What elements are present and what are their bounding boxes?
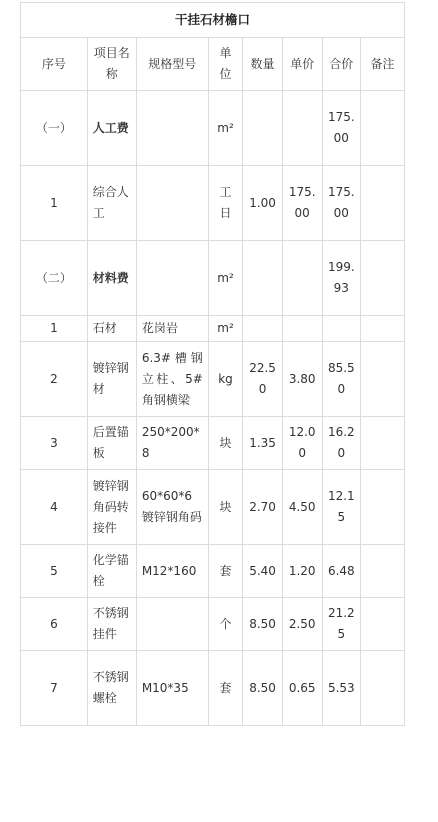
cell-total-text: 175.00 (327, 110, 355, 145)
cell-spec-text: 250*200*8 (141, 425, 200, 460)
cell-name (87, 417, 136, 470)
cell-total (322, 342, 361, 417)
cell-qty-text: 1.00 (249, 195, 276, 210)
cell-price-text: 2.50 (288, 616, 316, 631)
table-row (21, 241, 405, 316)
table-row (21, 166, 405, 241)
cell-note (361, 470, 405, 545)
cell-price (282, 470, 322, 545)
cell-price (282, 598, 322, 651)
cell-no-text: 6 (50, 616, 58, 631)
cost-table (20, 37, 405, 726)
table-row (21, 91, 405, 166)
cell-qty (243, 598, 283, 651)
cell-name-text: 材料费 (92, 270, 129, 285)
col-unit-header (208, 38, 242, 91)
cell-unit (208, 651, 242, 726)
cell-unit-text: m² (217, 321, 234, 335)
cell-total-text: 16.20 (327, 425, 355, 460)
cell-price (282, 91, 322, 166)
cell-name (87, 241, 136, 316)
cell-spec-text: M12*160 (141, 563, 197, 578)
cell-spec-text: 花岗岩 (141, 321, 178, 335)
col-note-header-text: 备注 (370, 56, 395, 71)
cell-name-text: 人工费 (92, 120, 129, 135)
cell-qty (243, 316, 283, 342)
cell-name (87, 166, 136, 241)
cell-price (282, 651, 322, 726)
table-row (21, 417, 405, 470)
cell-no (21, 342, 88, 417)
cell-qty-text: 2.70 (249, 499, 276, 514)
cell-qty (243, 342, 283, 417)
quote-sheet (20, 2, 405, 726)
cell-unit (208, 91, 242, 166)
col-no-header (21, 38, 88, 91)
cell-note (361, 598, 405, 651)
cell-unit-text: 块 (219, 499, 232, 514)
cell-name (87, 316, 136, 342)
cell-no (21, 545, 88, 598)
cell-unit-text: 工日 (219, 185, 232, 220)
cell-spec (136, 651, 208, 726)
cell-qty (243, 166, 283, 241)
col-price-header-text: 单价 (290, 56, 315, 71)
cell-unit-text: kg (218, 371, 233, 386)
cell-name-text: 镀锌钢材 (92, 361, 129, 396)
cell-total (322, 417, 361, 470)
cell-note (361, 545, 405, 598)
cell-name (87, 470, 136, 545)
cell-spec (136, 598, 208, 651)
cell-no (21, 91, 88, 166)
cell-total (322, 651, 361, 726)
cell-note (361, 316, 405, 342)
cell-qty-text: 8.50 (249, 616, 276, 631)
cell-unit-text: 个 (219, 616, 232, 631)
col-price-header (282, 38, 322, 91)
col-total-header-text: 合价 (329, 56, 354, 71)
cell-note (361, 342, 405, 417)
cell-name-text: 综合人工 (92, 185, 129, 220)
cell-total (322, 470, 361, 545)
cell-spec (136, 417, 208, 470)
cell-name-text: 不锈钢螺栓 (92, 670, 129, 705)
cell-no-text: 2 (50, 371, 58, 386)
cell-qty (243, 417, 283, 470)
cell-no-text: 5 (50, 563, 58, 578)
cell-total (322, 316, 361, 342)
cell-price-text: 4.50 (288, 499, 316, 514)
cell-total (322, 241, 361, 316)
cell-no-text: 4 (50, 499, 58, 514)
cell-spec-text: 60*60*6镀锌钢角码 (141, 489, 202, 524)
cell-total (322, 166, 361, 241)
cell-total-text: 85.50 (327, 361, 355, 396)
col-total-header (322, 38, 361, 91)
cell-spec (136, 91, 208, 166)
cell-note (361, 651, 405, 726)
table-row (21, 651, 405, 726)
cell-qty (243, 651, 283, 726)
cell-spec (136, 545, 208, 598)
cell-spec (136, 342, 208, 417)
cell-price-text: 1.20 (288, 563, 316, 578)
cell-price (282, 342, 322, 417)
cell-spec-text: M10*35 (141, 680, 189, 695)
cell-name (87, 545, 136, 598)
col-spec-header-text: 规格型号 (148, 56, 197, 71)
cell-no-text: 1 (50, 195, 58, 210)
cell-name (87, 91, 136, 166)
cell-unit-text: m² (217, 270, 234, 285)
cell-no (21, 651, 88, 726)
cell-no (21, 316, 88, 342)
cell-qty-text: 22.50 (249, 361, 276, 396)
cell-note (361, 166, 405, 241)
cell-unit (208, 417, 242, 470)
cell-qty (243, 241, 283, 316)
cell-qty-text: 5.40 (249, 563, 276, 578)
cell-unit (208, 545, 242, 598)
cell-unit (208, 598, 242, 651)
table-title: 干挂石材檐口 (20, 2, 405, 37)
cell-total-text: 6.48 (327, 563, 355, 578)
cell-price-text: 175.00 (288, 185, 316, 220)
table-row (21, 316, 405, 342)
cell-name-text: 石材 (92, 321, 117, 335)
cell-price (282, 417, 322, 470)
col-name-header-text: 项目名称 (93, 46, 130, 81)
cell-total-text: 12.15 (327, 489, 355, 524)
cell-name (87, 342, 136, 417)
cell-total (322, 545, 361, 598)
header-row (21, 38, 405, 91)
cell-price-text: 12.00 (288, 425, 316, 460)
cell-note (361, 91, 405, 166)
cell-qty (243, 91, 283, 166)
cell-unit-text: 块 (219, 435, 232, 450)
table-row (21, 470, 405, 545)
cell-note (361, 417, 405, 470)
cell-no (21, 417, 88, 470)
cell-spec (136, 241, 208, 316)
cell-spec (136, 470, 208, 545)
col-unit-header-text: 单位 (219, 46, 232, 81)
col-name-header (87, 38, 136, 91)
cell-price (282, 545, 322, 598)
table-row (21, 598, 405, 651)
cell-name-text: 镀锌钢角码转接件 (92, 478, 129, 535)
table-row (21, 545, 405, 598)
cell-no (21, 598, 88, 651)
cell-total (322, 91, 361, 166)
cell-name-text: 化学锚栓 (92, 553, 129, 588)
cell-unit-text: 套 (219, 680, 232, 695)
cell-price (282, 166, 322, 241)
cell-qty (243, 470, 283, 545)
cell-total-text: 199.93 (327, 260, 355, 295)
cell-price (282, 241, 322, 316)
col-note-header (361, 38, 405, 91)
cell-spec (136, 166, 208, 241)
table-row (21, 342, 405, 417)
col-qty-header (243, 38, 283, 91)
cell-no-text: 7 (50, 680, 58, 695)
col-no-header-text: 序号 (41, 56, 66, 71)
cell-name-text: 后置锚板 (92, 425, 129, 460)
cell-qty-text: 1.35 (249, 435, 276, 450)
cell-spec-text: 6.3#槽钢立柱、5#角钢横梁 (141, 350, 203, 407)
col-qty-header-text: 数量 (250, 56, 275, 71)
cell-no-text: 3 (50, 435, 58, 450)
cell-unit (208, 342, 242, 417)
cell-total-text: 21.25 (327, 606, 355, 641)
cell-unit (208, 166, 242, 241)
cell-unit-text: m² (217, 120, 234, 135)
cell-no-text: 1 (50, 321, 58, 335)
cell-unit (208, 316, 242, 342)
cell-qty (243, 545, 283, 598)
cell-no (21, 166, 88, 241)
cell-no (21, 241, 88, 316)
cell-spec (136, 316, 208, 342)
cell-note (361, 241, 405, 316)
cell-unit (208, 470, 242, 545)
cell-no-text: （一） (35, 120, 72, 135)
cell-unit-text: 套 (219, 563, 232, 578)
col-spec-header (136, 38, 208, 91)
cell-price-text: 0.65 (288, 680, 316, 695)
cell-name (87, 651, 136, 726)
cell-total-text: 175.00 (327, 185, 355, 220)
cell-name (87, 598, 136, 651)
cell-total-text: 5.53 (327, 680, 355, 695)
cell-price (282, 316, 322, 342)
cell-total (322, 598, 361, 651)
cell-no (21, 470, 88, 545)
cell-price-text: 3.80 (288, 371, 316, 386)
cell-unit (208, 241, 242, 316)
cell-name-text: 不锈钢挂件 (92, 606, 129, 641)
cell-qty-text: 8.50 (249, 680, 276, 695)
cell-no-text: （二） (35, 270, 72, 285)
